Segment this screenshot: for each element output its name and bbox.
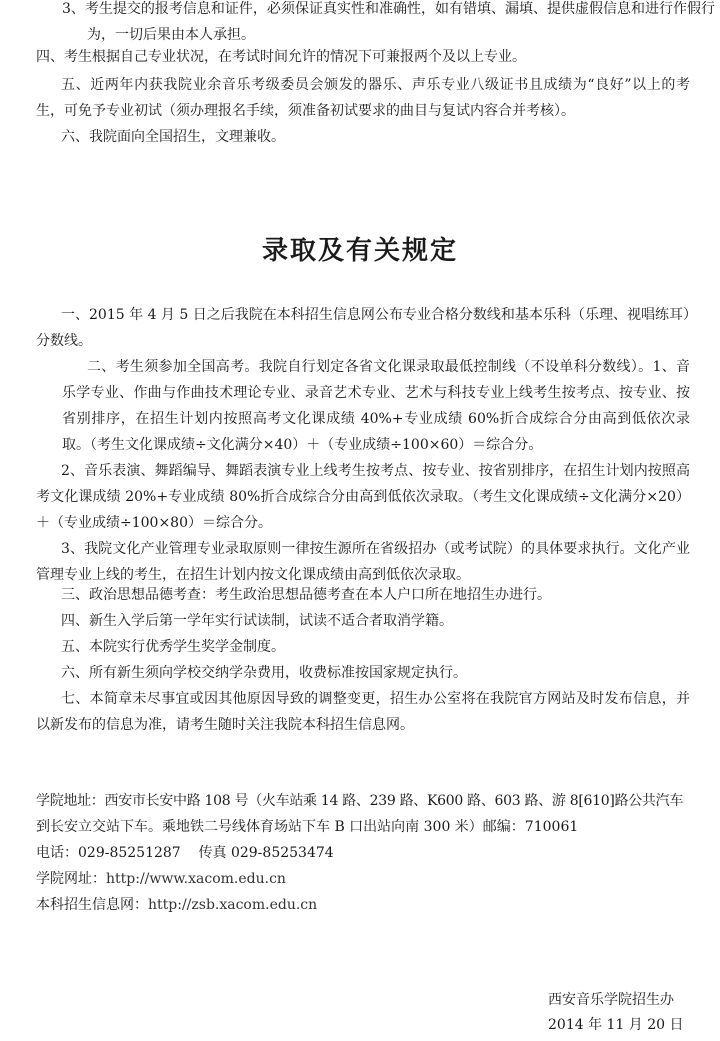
contact-zsb <box>36 892 317 918</box>
website-label: 学院网址： <box>36 871 106 887</box>
contact-address-line1: 学院地址：西安市长安中路 108 号（火车站乘 14 路、239 路、K600 路、603 路、游 8[610]路公共汽车 <box>36 793 684 809</box>
paragraph-top-4: 四、考生根据自己专业状况，在考试时间允许的情况下可兼报两个及以上专业。 <box>36 49 526 65</box>
zsb-link[interactable]: http://zsb.xacom.edu.cn <box>148 897 318 913</box>
section-title: 录取及有关规定 <box>261 236 458 266</box>
contact-phone: 电话：029-85251287 传真 029-85253474 <box>36 845 334 861</box>
paragraph-admission-5: 五、本院实行优秀学生奖学金制度。 <box>61 639 285 655</box>
paragraph-top-6: 六、我院面向全国招生，文理兼收。 <box>61 129 285 145</box>
paragraph-admission-6: 六、所有新生须向学校交纳学杂费用，收费标准按国家规定执行。 <box>61 665 467 681</box>
website-link[interactable]: http://www.xacom.edu.cn <box>106 871 286 887</box>
paragraph-admission-4: 四、新生入学后第一学年实行试读制，试读不适合者取消学籍。 <box>61 613 453 629</box>
paragraph-admission-2-sub2: 2、音乐表演、舞蹈编导、舞蹈表演专业上线考生按考点、按专业、按省别排序，在招生计划内按照高考文化课成绩 20%+专业成绩 80%折合成综合分由高到低依次录取。（考生文化课成绩÷文化满分×20）＋（专业成绩÷100×80）＝综合分。 <box>36 463 690 531</box>
contact-address-line2: 到长安立交站下车。乘地铁二号线体育场站下车 B 口出站向南 300 米）邮编：710061 <box>36 819 579 835</box>
paragraph-top-5: 五、近两年内获我院业余音乐考级委员会颁发的器乐、声乐专业八级证书且成绩为“良好”以上的考生，可免予专业初试（须办理报名手续，须准备初试要求的曲目与复试内容合并考核）。 <box>36 77 690 119</box>
contact-website <box>36 866 286 892</box>
paragraph-admission-1: 一、2015 年 4 月 5 日之后我院在本科招生信息网公布专业合格分数线和基本乐科（乐理、视唱练耳）分数线。 <box>36 307 690 349</box>
paragraph-admission-2-sub3: 3、我院文化产业管理专业录取原则一律按生源所在省级招办（或考试院）的具体要求执行。文化产业管理专业上线的考生，在招生计划内按文化课成绩由高到低依次录取。 <box>36 541 690 583</box>
paragraph-top-3: 3、考生提交的报考信息和证件，必须保证真实性和准确性，如有错填、漏填、提供虚假信息和进行作假行为，一切后果由本人承担。 <box>62 1 715 43</box>
zsb-label: 本科招生信息网： <box>36 897 148 913</box>
paragraph-admission-7: 七、本简章未尽事宜或因其他原因导致的调整变更，招生办公室将在我院官方网站及时发布信息，并以新发布的信息为准，请考生随时关注我院本科招生信息网。 <box>36 691 690 733</box>
paragraph-admission-2: 二、考生须参加全国高考。我院自行划定各省文化课录取最低控制线（不设单科分数线）。1、音乐学专业、作曲与作曲技术理论专业、录音艺术专业、艺术与科技专业上线考生按考点、按专业、按省别排序，在招生计划内按照高考文化课成绩 40%+专业成绩 60%折合成综合分由高到低依次录取。（考生文化课成绩÷文化满分×40）＋（专业成绩÷100×60）＝综合分。 <box>62 359 690 453</box>
signature-date: 2014 年 11 月 20 日 <box>548 1017 684 1033</box>
signature-org: 西安音乐学院招生办 <box>548 992 674 1008</box>
paragraph-admission-3: 三、政治思想品德考查：考生政治思想品德考查在本人户口所在地招生办进行。 <box>61 587 551 603</box>
